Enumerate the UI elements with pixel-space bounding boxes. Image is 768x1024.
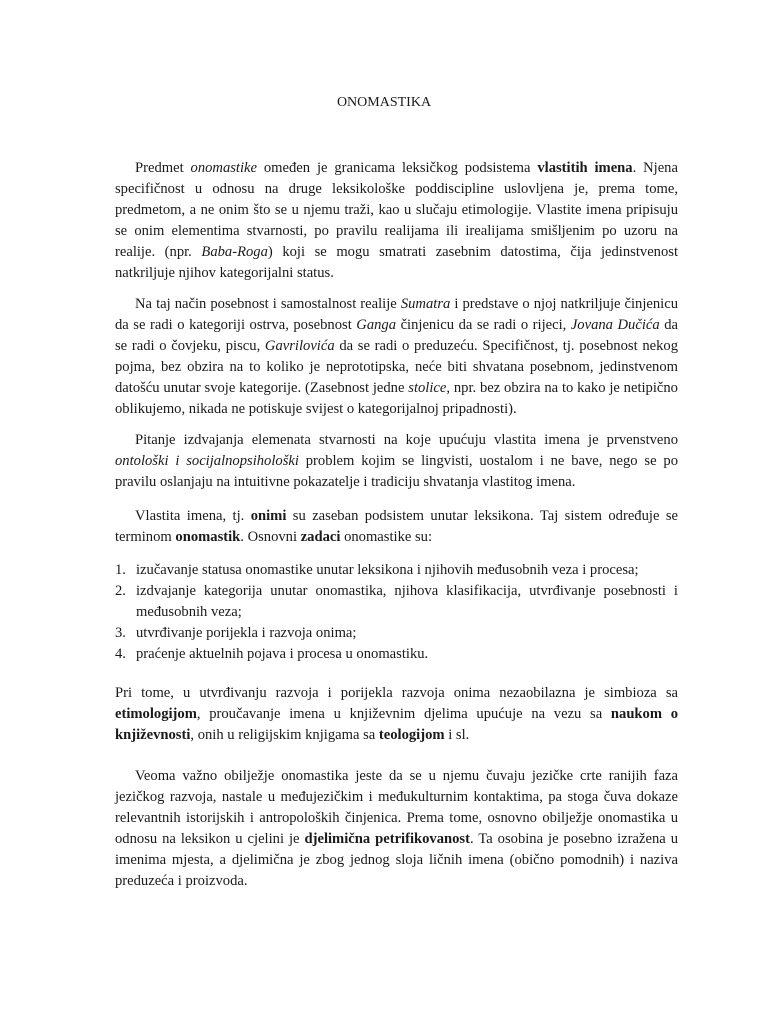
text-run: Veoma važno obilježje onomastika jeste da se u njemu čuvaju jezičke crte ranijih faza jezičkog razvoja, nastale u međujezičkim i međukulturnim kontaktima, pa stoga čuva dokaze relevantnih istorijskih i antropoloških činjenica. Prema tome, osnovno obilježje onomastika u odnosu na leksikon u cjelini je bbox=[115, 768, 678, 847]
text-run: , onih u religijskim knjigama sa bbox=[190, 727, 379, 743]
text-run: . Ta osobina je posebno izražena u imenima mjesta, a djelimična je zbog jednog sloja ličnih imena (obično pomodnih) i naziva preduzeća i proizvoda. bbox=[115, 831, 678, 889]
text-run: i sl. bbox=[444, 727, 470, 743]
bold-term: teologijom bbox=[378, 727, 445, 743]
list-item bbox=[115, 560, 678, 581]
document-title: ONOMASTIKA bbox=[336, 95, 432, 110]
bold-term: etimologijom bbox=[115, 706, 197, 722]
list-item-number: 3. bbox=[115, 625, 126, 641]
paragraph-4 bbox=[115, 506, 678, 548]
bold-term: zadaci bbox=[300, 529, 341, 545]
italic-term: Ganga bbox=[356, 317, 397, 333]
list-item-text: izdvajanje kategorija unutar onomastika, njihova klasifikacija, utvrđivanje posebnosti i međusobnih veza; bbox=[136, 583, 678, 620]
text-run: onomastike su: bbox=[340, 529, 433, 545]
list-item-text: izučavanje statusa onomastike unutar leksikona i njihovih međusobnih veza i procesa; bbox=[136, 562, 639, 578]
bold-term: onomastik bbox=[175, 529, 241, 545]
bold-term: djelimična petrifikovanost bbox=[304, 831, 470, 847]
list-item-text: utvrđivanje porijekla i razvoja onima; bbox=[136, 625, 357, 641]
list-item-number: 1. bbox=[115, 562, 126, 578]
text-run: su zaseban podsistem unutar leksikona. Taj sistem određuje se terminom bbox=[115, 508, 678, 545]
text-run: omeđen je granicama leksičkog podsistema bbox=[257, 160, 538, 176]
list-item bbox=[115, 644, 678, 665]
bold-term: naukom o književnosti bbox=[115, 706, 679, 743]
list-item-text: praćenje aktuelnih pojava i procesa u onomastiku. bbox=[136, 646, 429, 662]
text-run: problem kojim se lingvisti, uostalom i ne bave, nego se po pravilu oslanjaju na intuitivne pokazatelje i tradiciju shvatanja vlastitog imena. bbox=[115, 453, 679, 490]
text-run: ) koji se mogu smatrati zasebnim datostima, čija jedinstvenost natkriljuje njihov kategorijalni status. bbox=[115, 244, 678, 281]
italic-term: Gavrilovića bbox=[264, 338, 335, 354]
tasks-list bbox=[115, 560, 678, 665]
italic-term: onomastike bbox=[190, 160, 257, 176]
italic-term: Baba-Roga bbox=[201, 244, 268, 260]
text-run: . Njena specifičnost u odnosu na druge leksikološke poddiscipline uslovljena je, prema tome, predmetom, a ne onim što se u njemu traži, kao u slučaju etimologije. Vlastite imena pripisuju se onim elementima stvarnosti, po pravilu realijama ili irealijama smišljenim po uzoru na realije. (npr. bbox=[115, 160, 678, 260]
italic-term: Sumatra bbox=[400, 296, 451, 312]
text-run: Vlastita imena, tj. bbox=[135, 508, 251, 524]
paragraph-2 bbox=[115, 294, 678, 420]
list-item-number: 2. bbox=[115, 583, 126, 599]
bold-term: vlastitih imena bbox=[537, 160, 633, 176]
list-item bbox=[115, 581, 678, 623]
text-run: da se radi o preduzeću. Specifičnost, tj. posebnost nekog pojma, bez obzira na to koliko je neprototipska, neće biti shvatana posebnom, jedinstvenom datošću unutar svoje kategorije. (Zasebnost jedne bbox=[115, 338, 678, 396]
text-run: Predmet bbox=[135, 160, 191, 176]
text-run: da se radi o čovjeku, piscu, bbox=[115, 317, 678, 354]
paragraph-6 bbox=[115, 766, 678, 892]
list-item bbox=[115, 623, 678, 644]
italic-term: Jovana Dučića bbox=[570, 317, 660, 333]
text-run: Na taj način posebnost i samostalnost realije bbox=[135, 296, 401, 312]
paragraph-5 bbox=[115, 683, 678, 746]
text-run: . Osnovni bbox=[240, 529, 301, 545]
text-run: činjenicu da se radi o rijeci, bbox=[396, 317, 571, 333]
text-run: , npr. bez obzira na to kako je netipično oblikujemo, nikada ne potiskuje svijest o kategorijalnoj pripadnosti). bbox=[115, 380, 678, 417]
paragraph-1 bbox=[115, 158, 678, 284]
text-run: , proučavanje imena u književnim djelima upućuje na vezu sa bbox=[196, 706, 611, 722]
bold-term: onimi bbox=[250, 508, 287, 524]
italic-term: stolice bbox=[408, 380, 447, 396]
text-run: Pri tome, u utvrđivanju razvoja i porijekla razvoja onima nezaobilazna je simbioza sa bbox=[115, 685, 678, 701]
italic-term: ontološki i socijalnopsihološki bbox=[115, 453, 299, 469]
text-run: i predstave o njoj natkriljuje činjenicu da se radi o kategoriji ostrva, posebnost bbox=[115, 296, 679, 333]
list-item-number: 4. bbox=[115, 646, 126, 662]
paragraph-3 bbox=[115, 430, 678, 493]
text-run: Pitanje izdvajanja elemenata stvarnosti na koje upućuju vlastita imena je prvenstveno bbox=[135, 432, 678, 448]
